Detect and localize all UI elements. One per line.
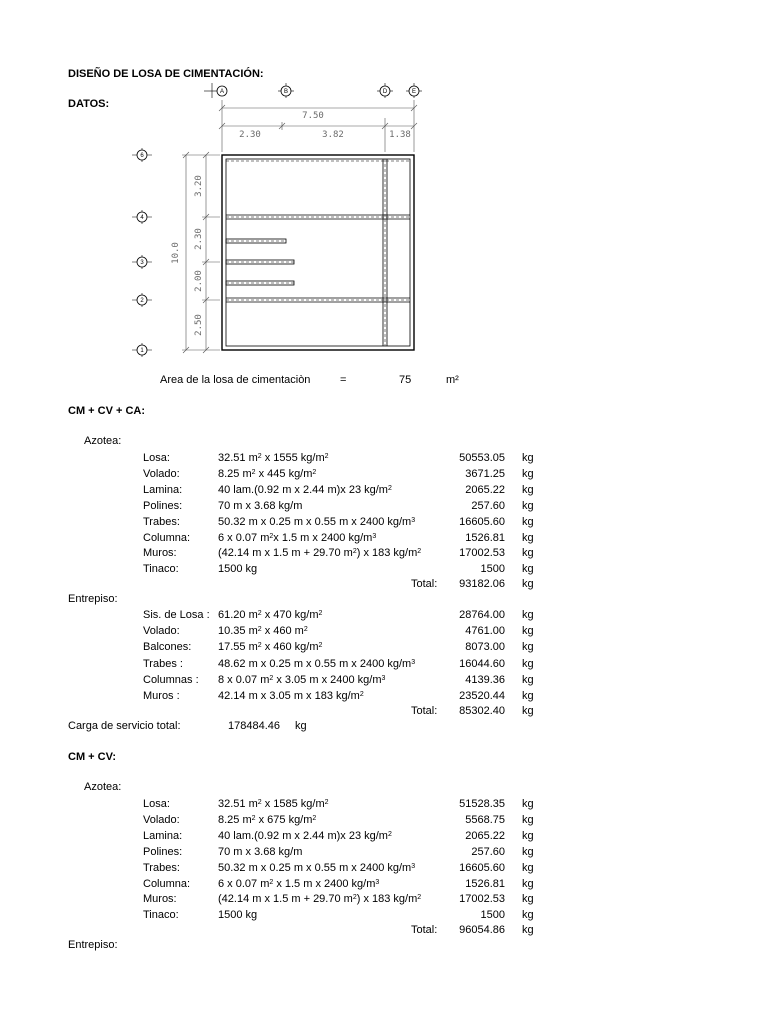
item-formula: 32.51 $m^2$ x 1555 $kg/m^2$ (218, 452, 329, 464)
item-name: Balcones: (143, 641, 192, 654)
item-name: Muros: (143, 893, 177, 906)
item-value: 1526.81 (465, 877, 505, 890)
section2-entrepiso-label: Entrepiso: (68, 939, 118, 951)
item-value: 257.60 (471, 499, 505, 512)
item-unit: kg (522, 515, 534, 528)
item-unit: kg (522, 893, 534, 906)
item-formula: 48.62 m x 0.25 m x 0.55 m x 2400 $kg/m^3$ (218, 657, 416, 670)
item-formula: 8 x 0.07 $m^2$ x 3.05 m x 2400 $kg/m^3$ (218, 673, 386, 686)
document-title: DISEÑO DE LOSA DE CIMENTACIÓN: (68, 68, 264, 80)
item-formula: (42.14 m x 1.5 m + 29.70 $m^2$) x 183 $kg/m^2$ (218, 893, 422, 906)
svg-text:4: 4 (140, 215, 144, 221)
item-unit: kg (522, 499, 534, 512)
section1-azotea-total-unit: kg (522, 578, 534, 590)
dim-span-1: 2.30 (239, 130, 261, 140)
axis-bubble-d (377, 83, 393, 98)
section1-heading: CM + CV + CA: (68, 405, 146, 417)
item-value: 51528.35 (459, 798, 505, 810)
item-formula: 42.14 m x 3.05 m x 183 $kg/m^2$ (218, 690, 364, 702)
service-load-label: Carga de servicio total: (68, 720, 181, 732)
datos-heading: DATOS: (68, 98, 110, 110)
item-unit: kg (522, 690, 534, 702)
item-name: Lamina: (143, 829, 183, 842)
item-formula: 70 m x 3.68 kg/m (218, 499, 303, 512)
top-dimensions (219, 100, 417, 152)
svg-text:2: 2 (140, 298, 144, 304)
item-name: Losa: (143, 452, 170, 464)
dim-row-span-1: 3.20 (194, 175, 204, 197)
foundation-plan-drawing (120, 78, 440, 368)
dim-overall-height: 10.0 (171, 242, 181, 264)
item-unit: kg (522, 909, 534, 922)
item-name: Volado: (143, 625, 180, 638)
section1-entrepiso-total: 85302.40 (459, 705, 505, 717)
axis-bubble-4 (132, 210, 152, 224)
item-value: 16605.60 (459, 861, 505, 874)
area-unit: m² (446, 374, 459, 386)
item-name: Sis. de Losa : (143, 609, 210, 621)
area-label: Area de la losa de cimentaciòn (160, 374, 311, 386)
item-formula: 6 x 0.07 $m^2$ x 1.5 m x 2400 $kg/m^3$ (218, 877, 380, 890)
dim-overall-width: 7.50 (302, 111, 324, 121)
item-formula: 1500 kg (218, 563, 258, 576)
item-value: 3671.25 (465, 467, 505, 480)
item-value: 5568.75 (465, 813, 505, 826)
item-unit: kg (522, 641, 534, 654)
item-name: Volado: (143, 467, 180, 480)
item-unit: kg (522, 845, 534, 858)
item-unit: kg (522, 531, 534, 544)
section2-azotea-total: 96054.86 (459, 924, 505, 936)
axis-bubble-e (406, 83, 422, 98)
svg-text:A: A (219, 89, 225, 95)
item-value: 16605.60 (459, 515, 505, 528)
section1-azotea-label: Azotea: (84, 435, 122, 447)
item-name: Polines: (143, 499, 183, 512)
item-value: 257.60 (471, 845, 505, 858)
dim-row-span-2: 2.30 (194, 228, 204, 250)
item-formula: 32.51 $m^2$ x 1585 $kg/m^2$ (218, 798, 329, 810)
section1-entrepiso-label: Entrepiso: (68, 593, 118, 605)
item-name: Losa: (143, 798, 170, 810)
item-value: 4761.00 (465, 625, 505, 638)
axis-bubble-a (204, 83, 227, 98)
item-value: 1500 (480, 909, 505, 922)
item-formula: 8.25 $m^2$ x 445 $kg/m^2$ (218, 467, 317, 480)
item-formula: 50.32 m x 0.25 m x 0.55 m x 2400 $kg/m^3$ (218, 515, 416, 528)
svg-text:3: 3 (140, 260, 144, 266)
section1-azotea-total: 93182.06 (459, 578, 505, 590)
dim-span-2: 3.82 (322, 130, 344, 140)
section2-heading: CM + CV: (68, 751, 116, 763)
item-name: Columna: (143, 531, 191, 544)
item-name: Trabes: (143, 515, 180, 528)
item-name: Muros : (143, 690, 180, 702)
item-name: Muros: (143, 547, 177, 560)
item-unit: kg (522, 657, 534, 670)
item-formula: 17.55 $m^2$ x 460 $kg/m^2$ (218, 641, 323, 654)
dim-span-3: 1.38 (389, 130, 411, 140)
axis-bubble-2 (132, 293, 152, 307)
item-name: Tinaco: (143, 909, 179, 922)
item-value: 8073.00 (465, 641, 505, 654)
item-unit: kg (522, 609, 534, 621)
service-load-unit: kg (295, 720, 307, 732)
item-value: 1526.81 (465, 531, 505, 544)
axis-bubble-3 (132, 255, 152, 269)
item-value: 50553.05 (459, 452, 505, 464)
svg-text:D: D (382, 89, 388, 95)
item-formula: 61.20 $m^2$ x 470 $kg/m^2$ (218, 609, 323, 621)
dim-row-span-4: 2.50 (194, 314, 204, 336)
axis-bubble-b (278, 83, 294, 98)
item-unit: kg (522, 547, 534, 560)
item-unit: kg (522, 798, 534, 810)
item-name: Trabes : (143, 657, 183, 670)
item-value: 4139.36 (465, 673, 505, 686)
item-value: 1500 (480, 563, 505, 576)
item-value: 2065.22 (465, 483, 505, 496)
item-formula: 40 lam.(0.92 m x 2.44 m)x 23 $kg/m^2$ (218, 483, 392, 496)
section2-azotea-total-unit: kg (522, 924, 534, 936)
item-value: 17002.53 (459, 893, 505, 906)
svg-text:E: E (411, 89, 417, 95)
item-name: Trabes: (143, 861, 180, 874)
item-name: Columna: (143, 877, 191, 890)
item-unit: kg (522, 813, 534, 826)
axis-bubble-1 (132, 343, 152, 357)
item-value: 2065.22 (465, 829, 505, 842)
item-formula: 10.35 $m^2$ x 460 $m^2$ (218, 625, 308, 638)
item-value: 16044.60 (459, 657, 505, 670)
item-name: Columnas : (143, 673, 199, 686)
item-name: Lamina: (143, 483, 183, 496)
item-formula: 8.25 $m^2$ x 675 $kg/m^2$ (218, 813, 317, 826)
section2-azotea-total-label: Total: (411, 924, 438, 936)
section2-azotea-label: Azotea: (84, 781, 122, 793)
item-name: Polines: (143, 845, 183, 858)
item-unit: kg (522, 877, 534, 890)
item-unit: kg (522, 483, 534, 496)
item-unit: kg (522, 452, 534, 464)
item-name: Tinaco: (143, 563, 179, 576)
dim-row-span-3: 2.00 (194, 270, 204, 292)
service-load-value: 178484.46 (228, 720, 280, 732)
item-unit: kg (522, 861, 534, 874)
area-value: 75 (399, 374, 412, 386)
item-formula: 70 m x 3.68 kg/m (218, 845, 303, 858)
item-formula: 6 x 0.07 $m^2x$ 1.5 m x 2400 $kg/m^3$ (218, 531, 377, 544)
svg-text:6: 6 (140, 153, 144, 159)
slab-outline (222, 155, 414, 350)
item-name: Volado: (143, 813, 180, 826)
item-unit: kg (522, 467, 534, 480)
item-formula: 40 lam.(0.92 m x 2.44 m)x 23 $kg/m^2$ (218, 829, 392, 842)
item-value: 23520.44 (459, 690, 505, 702)
svg-text:1: 1 (140, 348, 144, 354)
item-unit: kg (522, 625, 534, 638)
item-unit: kg (522, 563, 534, 576)
item-unit: kg (522, 829, 534, 842)
item-formula: 1500 kg (218, 909, 258, 922)
item-formula: (42.14 m x 1.5 m + 29.70 $m^2$) x 183 $kg/m^2$ (218, 547, 422, 560)
axis-bubble-6 (132, 148, 152, 162)
item-unit: kg (522, 673, 534, 686)
area-equals: = (340, 374, 347, 386)
svg-text:B: B (283, 89, 289, 95)
item-value: 28764.00 (459, 609, 505, 621)
item-value: 17002.53 (459, 547, 505, 560)
section1-azotea-total-label: Total: (411, 578, 438, 590)
section1-entrepiso-total-label: Total: (411, 705, 438, 717)
section1-entrepiso-total-unit: kg (522, 705, 534, 717)
item-formula: 50.32 m x 0.25 m x 0.55 m x 2400 $kg/m^3$ (218, 861, 416, 874)
